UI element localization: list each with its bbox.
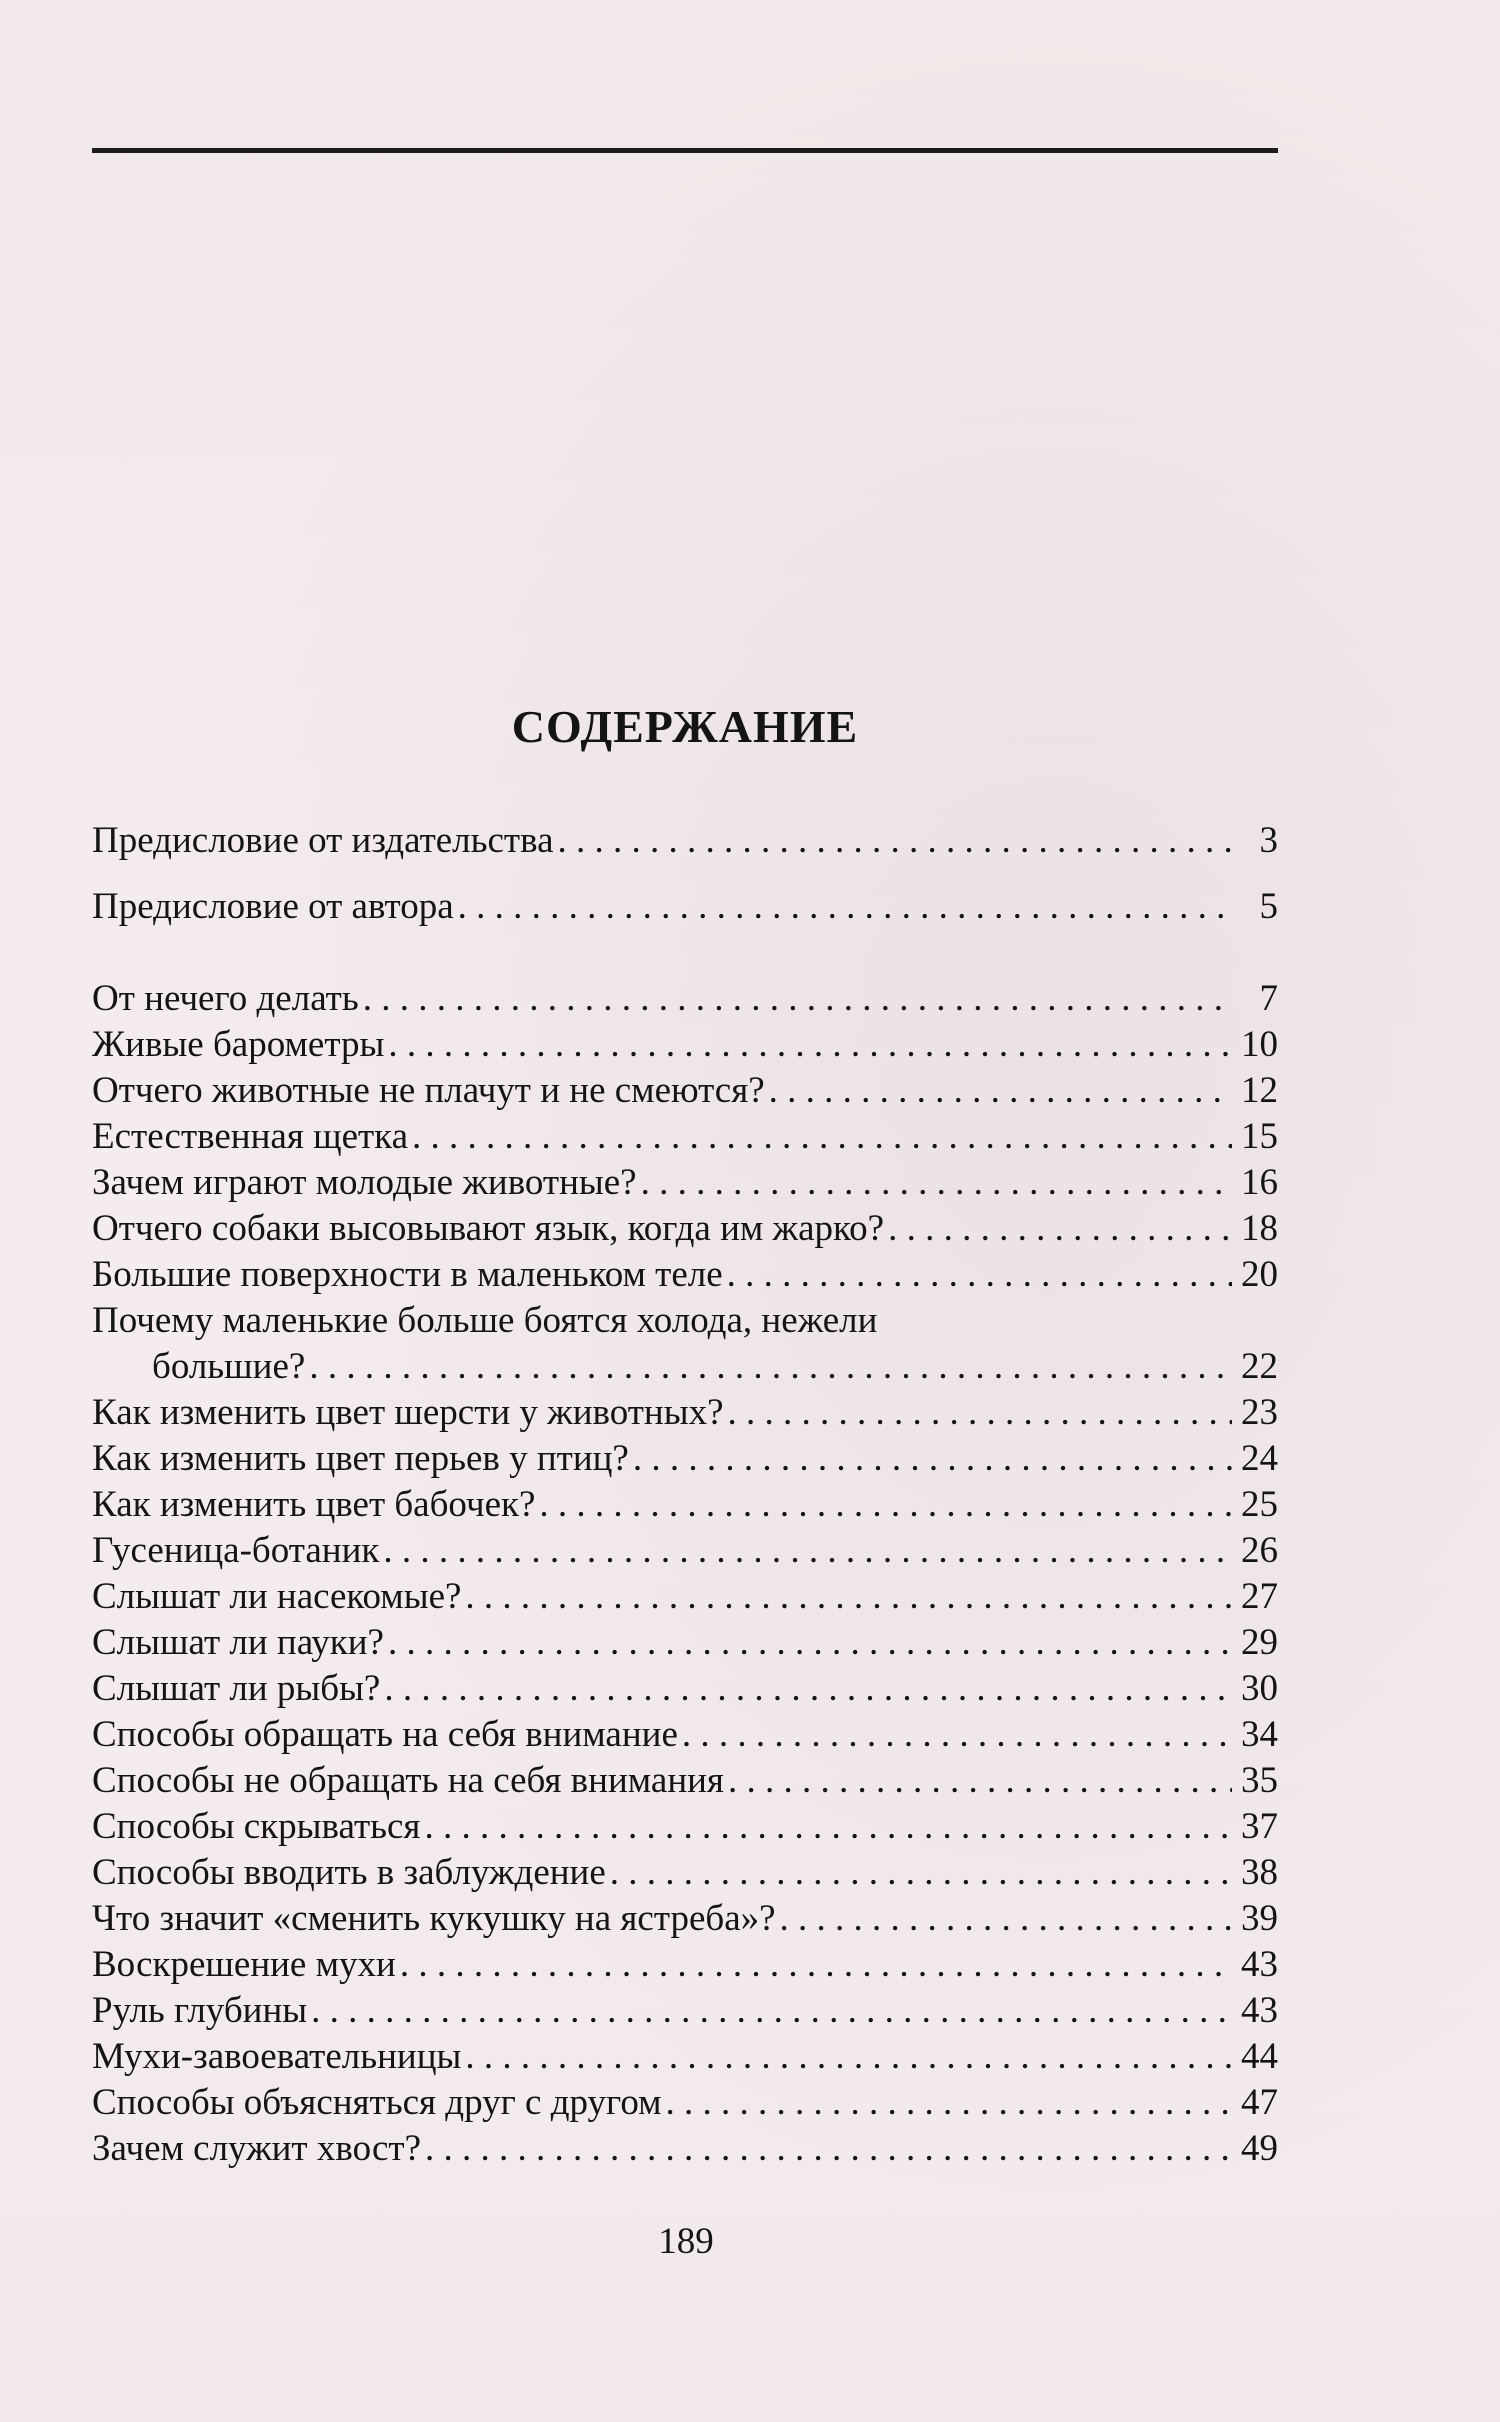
toc-entry[interactable] <box>92 818 1278 864</box>
toc-entry[interactable] <box>92 1482 1278 1528</box>
toc-entry-label: Предисловие от издательства <box>92 820 554 861</box>
toc-entry-label: Как изменить цвет перьев у птиц? <box>92 1438 629 1479</box>
toc-entry-page: 37 <box>1241 1806 1278 1847</box>
toc-entry[interactable] <box>92 1114 1278 1160</box>
toc-entry[interactable] <box>92 1252 1278 1298</box>
toc-entry[interactable] <box>92 1022 1278 1068</box>
toc-entry-page: 39 <box>1241 1898 1278 1939</box>
toc-entry-page: 22 <box>1241 1346 1278 1387</box>
leader-dots <box>539 1482 1232 1528</box>
header-rule <box>92 148 1278 153</box>
toc-entry-page: 30 <box>1241 1668 1278 1709</box>
toc-entry-label: От нечего делать <box>92 978 359 1019</box>
toc-entry-page: 5 <box>1259 886 1278 927</box>
toc-entry-label: Способы не обращать на себя внимания <box>92 1760 724 1801</box>
toc-entry-label: Живые барометры <box>92 1024 385 1065</box>
toc-entry-page: 7 <box>1259 978 1278 1019</box>
toc-entry-page: 15 <box>1241 1116 1278 1157</box>
leader-dots <box>610 1850 1232 1896</box>
toc-entry-label: Слышат ли насекомые? <box>92 1576 462 1617</box>
toc-entry[interactable] <box>92 1850 1278 1896</box>
leader-dots <box>383 1528 1232 1574</box>
toc-entry-page: 47 <box>1241 2082 1278 2123</box>
toc-entry[interactable] <box>92 1574 1278 1620</box>
leader-dots <box>465 1574 1232 1620</box>
leader-dots <box>558 818 1232 864</box>
leader-dots <box>727 1252 1232 1298</box>
leader-dots <box>309 1344 1232 1390</box>
leader-dots <box>424 1804 1232 1850</box>
toc-entry[interactable] <box>92 1896 1278 1942</box>
toc-entry-page: 29 <box>1241 1622 1278 1663</box>
toc-entry[interactable] <box>92 1528 1278 1574</box>
toc-entry[interactable] <box>92 2080 1278 2126</box>
toc-entry[interactable] <box>92 1942 1278 1988</box>
toc-entry-label: Отчего животные не плачут и не смеются? <box>92 1070 765 1111</box>
toc-entry-page: 18 <box>1241 1208 1278 1249</box>
toc-entry[interactable] <box>92 884 1278 930</box>
toc-entry-label-line1[interactable]: Почему маленькие больше боятся холода, нежели <box>92 1300 878 1341</box>
toc-entry-page: 25 <box>1241 1484 1278 1525</box>
toc-entry-page: 20 <box>1241 1254 1278 1295</box>
page-title: СОДЕРЖАНИЕ <box>511 701 859 752</box>
toc-entry[interactable] <box>92 1804 1278 1850</box>
toc-entry[interactable] <box>92 1988 1278 2034</box>
toc-entry-label: Зачем служит хвост? <box>92 2128 422 2169</box>
toc-entry-label: Как изменить цвет бабочек? <box>92 1484 536 1525</box>
toc-entry[interactable] <box>92 2126 1278 2172</box>
leader-dots <box>780 1896 1232 1942</box>
leader-dots <box>412 1114 1232 1160</box>
toc-entry-page: 27 <box>1241 1576 1278 1617</box>
toc-entry-page: 49 <box>1241 2128 1278 2169</box>
toc-entry[interactable] <box>92 1390 1278 1436</box>
toc-entry-page: 43 <box>1241 1944 1278 1985</box>
leader-dots <box>400 1942 1232 1988</box>
toc-entry-page: 10 <box>1241 1024 1278 1065</box>
toc-entry-label: Естественная щетка <box>92 1116 409 1157</box>
toc-entry-page: 24 <box>1241 1438 1278 1479</box>
toc-entry[interactable] <box>92 1758 1278 1804</box>
toc-entry-label: Способы скрываться <box>92 1806 421 1847</box>
toc-entry-label: Предисловие от автора <box>92 886 454 927</box>
toc-entry-label: Что значит «сменить кукушку на ястреба»? <box>92 1898 776 1939</box>
toc-entry-page: 35 <box>1241 1760 1278 1801</box>
toc-entry-page: 26 <box>1241 1530 1278 1571</box>
toc-entry-label: Способы объясняться друг с другом <box>92 2082 662 2123</box>
toc-entry[interactable] <box>92 976 1278 1022</box>
toc-entry[interactable] <box>92 2034 1278 2080</box>
leader-dots <box>425 2126 1232 2172</box>
toc-entry-page: 38 <box>1241 1852 1278 1893</box>
toc-entry-label: Большие поверхности в маленьком теле <box>92 1254 723 1295</box>
toc-entry-label: Воскрешение мухи <box>92 1944 396 1985</box>
toc-entry-page: 23 <box>1241 1392 1278 1433</box>
toc-entry-label: Мухи-завоевательницы <box>92 2036 462 2077</box>
toc-entry-label: Способы вводить в заблуждение <box>92 1852 606 1893</box>
toc-entry-page: 44 <box>1241 2036 1278 2077</box>
leader-dots <box>384 1666 1232 1712</box>
toc-entry[interactable] <box>92 1206 1278 1252</box>
leader-dots <box>641 1160 1232 1206</box>
toc-entry-label: Как изменить цвет шерсти у животных? <box>92 1392 724 1433</box>
toc-entry[interactable] <box>92 1712 1278 1758</box>
leader-dots <box>311 1988 1232 2034</box>
toc-entry-page: 3 <box>1259 820 1278 861</box>
leader-dots <box>682 1712 1232 1758</box>
toc-entry-label: большие? <box>152 1346 306 1387</box>
toc-entry-label: Гусеница-ботаник <box>92 1530 380 1571</box>
toc-entry-page: 34 <box>1241 1714 1278 1755</box>
toc-entry-label: Слышат ли рыбы? <box>92 1668 381 1709</box>
toc-entry[interactable] <box>152 1344 1278 1390</box>
leader-dots <box>728 1390 1232 1436</box>
toc-entry-label: Зачем играют молодые животные? <box>92 1162 637 1203</box>
leader-dots <box>666 2080 1232 2126</box>
toc-entry-label: Руль глубины <box>92 1990 308 2031</box>
leader-dots <box>458 884 1232 930</box>
toc-entry-label: Слышат ли пауки? <box>92 1622 384 1663</box>
toc-entry-page: 12 <box>1241 1070 1278 1111</box>
toc-entry-page: 16 <box>1241 1162 1278 1203</box>
toc-entry[interactable] <box>92 1068 1278 1114</box>
toc-entry[interactable] <box>92 1620 1278 1666</box>
leader-dots <box>388 1022 1232 1068</box>
toc-entry-page: 43 <box>1241 1990 1278 2031</box>
toc-entry-label: Отчего собаки высовывают язык, когда им жарко? <box>92 1208 885 1249</box>
leader-dots <box>728 1758 1232 1804</box>
leader-dots <box>388 1620 1232 1666</box>
leader-dots <box>363 976 1232 1022</box>
leader-dots <box>465 2034 1232 2080</box>
leader-dots <box>769 1068 1232 1114</box>
toc-entry[interactable] <box>92 1436 1278 1482</box>
toc-entry[interactable] <box>92 1666 1278 1712</box>
leader-dots <box>633 1436 1232 1482</box>
toc-entry[interactable] <box>92 1160 1278 1206</box>
leader-dots <box>888 1206 1232 1252</box>
toc-entry-label: Способы обращать на себя внимание <box>92 1714 678 1755</box>
page-number: 189 <box>658 2221 714 2262</box>
